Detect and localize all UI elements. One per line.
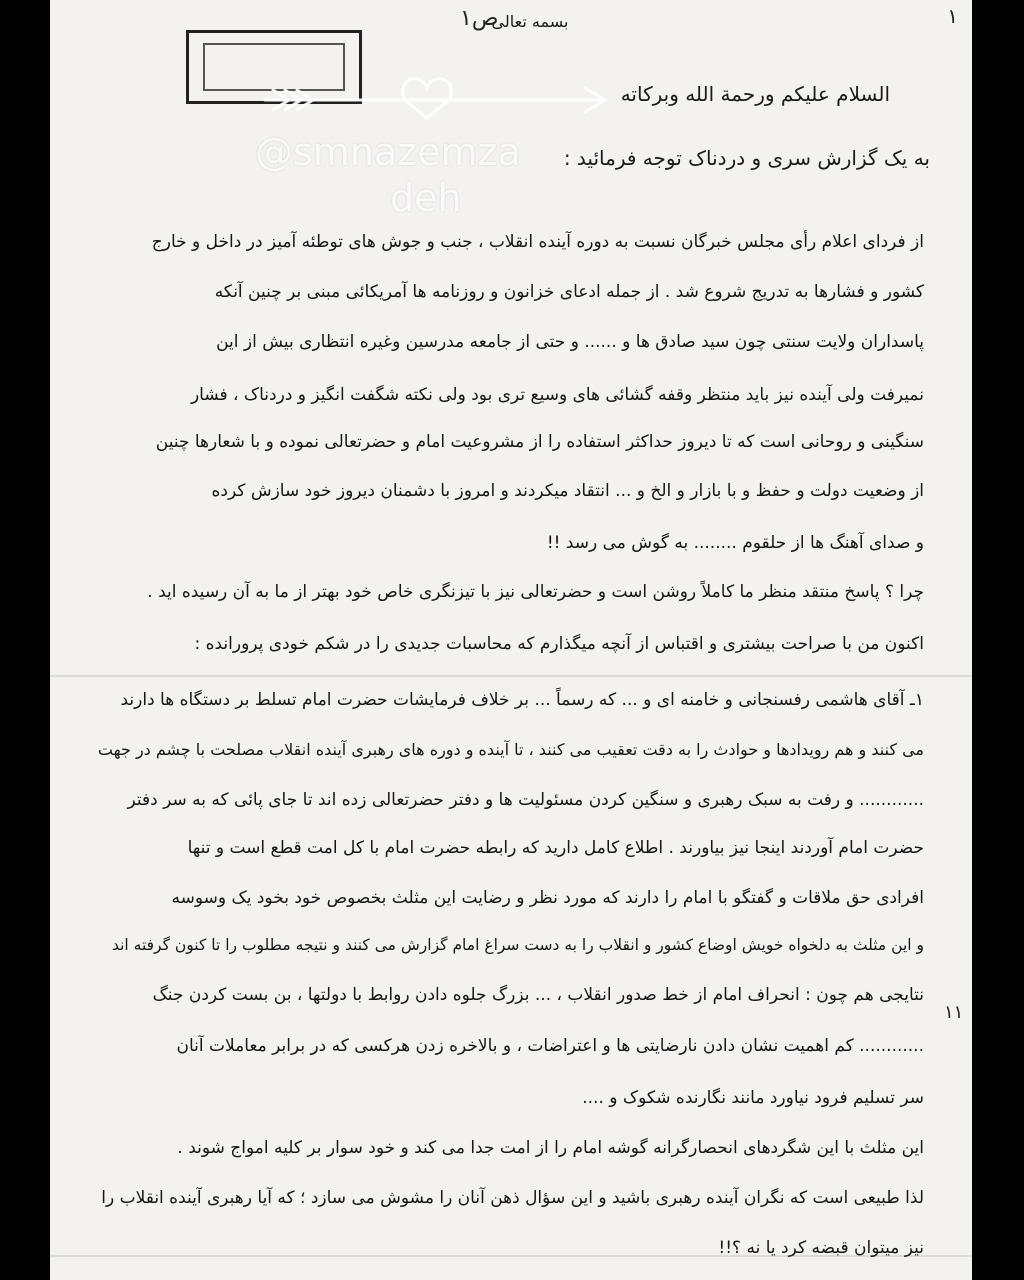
intro-line: به یک گزارش سری و دردناک توجه فرمائید : bbox=[563, 146, 930, 170]
letter-line: نیز میتوان قبضه کرد یا نه ؟!! bbox=[718, 1238, 924, 1258]
watermark-text-line1: @smnazemza bbox=[255, 130, 521, 174]
letter-line: و این مثلث به دلخواه خویش اوضاع کشور و انقلاب را به دست سراغ امام گزارش می کنند و نتیجه مطلوب را تا کنون گرفته اند bbox=[111, 936, 924, 954]
letter-line: حضرت امام آوردند اینجا نیز بیاورند . اطلاع کامل دارید که رابطه حضرت امام با کل امت قطع است و تنها bbox=[187, 838, 924, 858]
letter-line: و صدای آهنگ ها از حلقوم ........ به گوش می رسد !! bbox=[546, 533, 924, 553]
paper-fold-line bbox=[50, 675, 972, 677]
letter-line: چرا ؟ پاسخ منتقد منظر ما کاملاً روشن است و حضرتعالی نیز با تیزنگری خاص خود بهتر از ما به آن رسیده اید . bbox=[147, 582, 924, 602]
letter-line: از وضعیت دولت و حفظ و با بازار و الخ و ... انتقاد میکردند و امروز با دشمنان دیروز خود سازش کرده bbox=[211, 481, 924, 501]
letter-line: نتایجی هم چون : انحراف امام از خط صدور انقلاب ، ... بزرگ جلوه دادن روابط با دولتها ، بن بست کردن جنگ bbox=[152, 985, 924, 1005]
watermark bbox=[255, 58, 635, 258]
salutation: السلام علیکم ورحمة الله وبرکاته bbox=[620, 82, 890, 106]
document-page bbox=[50, 0, 972, 1280]
bismillah-heading: بسمه تعالی bbox=[491, 12, 569, 31]
letter-line: از فردای اعلام رأی مجلس خبرگان نسبت به دوره آینده انقلاب ، جنب و جوش های توطئه آمیز در داخل و خارج bbox=[151, 232, 924, 252]
arrow-heart-icon bbox=[255, 58, 635, 128]
letter-line: لذا طبیعی است که نگران آینده رهبری باشید و این سؤال ذهن آنان را مشوش می سازد ؛ که آیا رهبری آینده انقلاب را bbox=[101, 1188, 924, 1208]
letter-line: نمیرفت ولی آینده نیز باید منتظر وقفه گشائی های وسیع تری بود ولی نکته شگفت انگیز و دردناک ، فشار bbox=[190, 385, 924, 405]
letter-line: سنگینی و روحانی است که تا دیروز حداکثر استفاده را از مشروعیت امام و حضرتعالی نموده و با شعارها چنین bbox=[155, 432, 924, 452]
margin-mark: ١١ bbox=[944, 1002, 964, 1023]
watermark-text-line2: deh bbox=[390, 176, 462, 220]
letter-line: ............ و رفت به سبک رهبری و سنگین کردن مسئولیت ها و دفتر حضرتعالی زده اند تا جای پائی که به سر دفتر bbox=[127, 790, 924, 810]
corner-mark: ۱ bbox=[947, 4, 958, 28]
letter-line: ۱ـ آقای هاشمی رفسنجانی و خامنه ای و ... که رسماً ... بر خلاف فرمایشات حضرت امام تسلط بر دستگاه ها دارند bbox=[120, 690, 924, 710]
letter-line: ............ کم اهمیت نشان دادن نارضایتی ها و اعتراضات ، و بالاخره زدن هرکسی که در برابر معاملات آنان bbox=[176, 1036, 924, 1056]
letter-line: افرادی حق ملاقات و گفتگو با امام را دارند که مورد نظر و رضایت این مثلث بخصوص خود بخود یک وسوسه bbox=[171, 888, 924, 908]
letter-line: پاسداران ولایت سنتی چون سید صادق ها و ...... و حتی از جامعه مدرسین وغیره انتظاری بیش از این bbox=[216, 332, 924, 352]
letter-line: این مثلث با این شگردهای انحصارگرانه گوشه امام را از امت جدا می کند و خود سوار بر کلیه امواج شوند . bbox=[177, 1138, 924, 1158]
page-number: ص۱ bbox=[460, 6, 499, 31]
letter-line: کشور و فشارها به تدریج شروع شد . از جمله ادعای خزانون و روزنامه ها آمریکائی مبنی بر چنین آنکه bbox=[214, 282, 924, 302]
letter-line: سر تسلیم فرود نیاورد مانند نگارنده شکوک و .... bbox=[582, 1088, 924, 1108]
letter-line: اکنون من با صراحت بیشتری و اقتباس از آنچه میگذارم که محاسبات جدیدی را در شکم خودی پرورانده : bbox=[194, 634, 924, 654]
letter-line: می کنند و هم رویدادها و حوادث را به دقت تعقیب می کنند ، تا آینده و دوره های رهبری آینده انقلاب مصلحت با چشم در جهت bbox=[97, 740, 924, 759]
